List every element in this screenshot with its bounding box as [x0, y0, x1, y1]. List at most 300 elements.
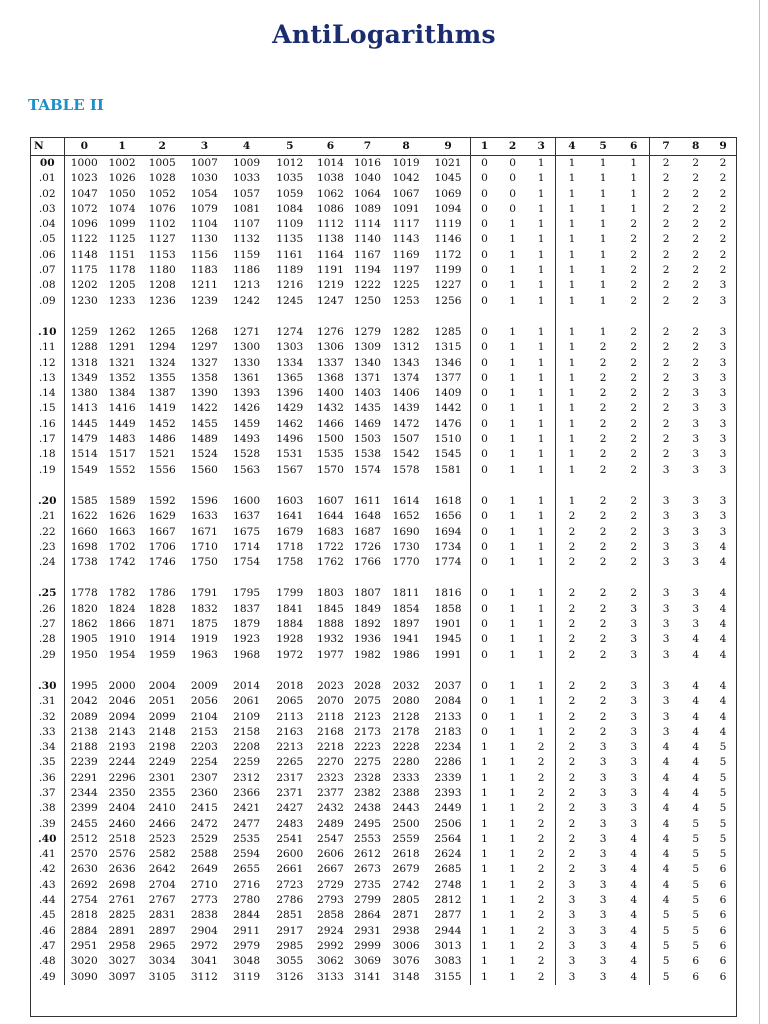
table-cell: 2: [662, 157, 670, 169]
table-cell: 3119: [233, 970, 261, 983]
table-cell: 2004: [148, 679, 176, 692]
table-cell: 1230: [70, 294, 98, 307]
table-row: [30, 340, 737, 355]
table-cell: 1: [527, 509, 556, 524]
table-cell: 2438: [354, 802, 381, 815]
table-cell: 2: [692, 325, 700, 338]
table-cell: 1: [599, 202, 607, 215]
table-cell: 1211: [190, 279, 218, 292]
table-cell: 3: [599, 756, 607, 769]
table-row: [30, 417, 737, 432]
table-row: [30, 509, 737, 524]
table-cell: 2780: [233, 894, 261, 907]
table-cell: 2153: [190, 725, 218, 738]
table-cell: 1194: [354, 264, 381, 277]
table-cell: 3: [619, 786, 650, 801]
table-cell: 1517: [108, 448, 136, 461]
table-cell: 3: [599, 863, 607, 876]
table-cell: 1: [599, 294, 607, 307]
table-cell: 1698: [70, 540, 98, 553]
table-cell: 1683: [316, 525, 344, 538]
table-cell: 1406: [392, 387, 420, 400]
table-cell: 2: [619, 509, 650, 524]
table-cell: 0: [481, 402, 488, 415]
table-cell: 3: [719, 417, 727, 430]
table-cell: 2: [619, 386, 650, 401]
table-cell: 2291: [70, 771, 98, 784]
table-cell: 1: [527, 525, 556, 540]
table-cell: 1: [568, 294, 576, 307]
table-cell: 1563: [233, 463, 261, 476]
table-cell: 4: [662, 894, 670, 907]
table-cell: 1279: [354, 325, 381, 338]
table-cell: 2328: [354, 771, 381, 784]
table-row: [30, 617, 737, 632]
table-cell: 1409: [426, 386, 470, 401]
table-cell: 1: [509, 387, 516, 400]
table-row: [30, 555, 737, 570]
table-cell: 1: [527, 371, 556, 386]
header-cell: 8: [682, 137, 709, 156]
table-cell: 3: [692, 602, 700, 615]
table-cell: 2642: [148, 863, 176, 876]
table-cell: 1758: [276, 556, 304, 569]
table-cell: 4: [619, 954, 650, 969]
table-cell: 1531: [276, 448, 304, 461]
table-cell: 4: [662, 771, 670, 784]
table-cell: 4: [719, 587, 727, 600]
table-cell: 2723: [276, 878, 304, 891]
table-cell: 1127: [148, 233, 176, 246]
table-cell: 2: [619, 340, 650, 355]
row-label: .01: [30, 171, 65, 186]
table-cell: 1064: [354, 187, 381, 200]
table-row: [30, 401, 737, 416]
table-cell: 2: [719, 233, 727, 246]
table-cell: 1346: [426, 356, 470, 371]
table-cell: 3: [568, 909, 576, 922]
table-cell: 2: [599, 387, 607, 400]
table-cell: 1652: [392, 510, 420, 523]
table-cell: 3: [719, 433, 727, 446]
table-cell: 3055: [276, 955, 304, 968]
table-cell: 3076: [392, 955, 420, 968]
table-cell: 1112: [316, 218, 344, 231]
table-cell: 2301: [148, 771, 176, 784]
row-label: .23: [30, 540, 65, 555]
header-cell: 3: [183, 137, 225, 156]
table-cell: 1549: [70, 463, 98, 476]
table-cell: 2158: [233, 725, 261, 738]
table-cell: 1: [509, 341, 516, 354]
table-cell: 1: [527, 694, 556, 709]
table-cell: 1919: [190, 633, 218, 646]
table-cell: 1762: [316, 556, 344, 569]
table-cell: 4: [619, 847, 650, 862]
table-cell: 3: [692, 448, 700, 461]
table-cell: 2104: [190, 710, 218, 723]
table-cell: 1884: [276, 618, 304, 631]
table-cell: 2: [599, 510, 607, 523]
table-cell: 1746: [148, 556, 176, 569]
table-cell: 2: [719, 202, 727, 215]
table-cell: 2: [662, 248, 670, 261]
table-cell: 1888: [316, 618, 344, 631]
table-cell: 4: [719, 695, 727, 708]
table-cell: 3105: [148, 970, 176, 983]
table-cell: 2: [568, 832, 576, 845]
table-cell: 2286: [426, 755, 470, 770]
table-cell: 1: [509, 679, 516, 692]
row-label: .15: [30, 401, 65, 416]
table-cell: 3: [692, 510, 700, 523]
table-cell: 1374: [392, 371, 420, 384]
table-cell: 3090: [70, 970, 98, 983]
table-cell: 2985: [276, 939, 304, 952]
table-cell: 2421: [233, 802, 261, 815]
table-cell: 1: [481, 832, 488, 845]
table-cell: 1: [568, 279, 576, 292]
table-cell: 2: [527, 832, 556, 847]
table-cell: 1: [568, 202, 576, 215]
row-label: .22: [30, 525, 65, 540]
table-cell: 1: [599, 279, 607, 292]
table-cell: 2075: [354, 695, 381, 708]
table-cell: 1297: [190, 341, 218, 354]
table-cell: 2818: [70, 909, 98, 922]
table-cell: 1132: [233, 233, 261, 246]
table-cell: 2203: [190, 741, 218, 754]
table-cell: 3: [662, 648, 670, 661]
table-cell: 0: [481, 157, 488, 169]
table-cell: 1932: [316, 633, 344, 646]
table-cell: 1466: [316, 417, 344, 430]
table-cell: 2143: [108, 725, 136, 738]
table-cell: 1199: [426, 263, 470, 278]
table-cell: 0: [481, 172, 488, 185]
table-row: [30, 248, 737, 263]
row-label: .14: [30, 386, 65, 401]
table-cell: 1096: [70, 218, 98, 231]
table-cell: 0: [481, 525, 488, 538]
table-cell: 1125: [108, 233, 136, 246]
table-cell: 2466: [148, 817, 176, 830]
table-cell: 2612: [354, 848, 381, 861]
table-cell: 2570: [70, 848, 98, 861]
table-cell: 2080: [392, 695, 420, 708]
table-cell: 2133: [426, 710, 470, 725]
table-cell: 2729: [316, 878, 344, 891]
table-cell: 4: [662, 863, 670, 876]
table-cell: 2: [619, 525, 650, 540]
table-cell: 1288: [70, 341, 98, 354]
table-cell: 1445: [70, 417, 98, 430]
table-cell: 0: [509, 157, 516, 169]
table-cell: 2649: [190, 863, 218, 876]
table-cell: 1578: [392, 463, 420, 476]
row-label: .33: [30, 725, 65, 740]
table-cell: 2: [527, 878, 556, 893]
table-cell: 1: [509, 602, 516, 615]
table-cell: 2: [599, 448, 607, 461]
table-cell: 2410: [148, 802, 176, 815]
table-cell: 1528: [233, 448, 261, 461]
table-row: [30, 632, 737, 647]
table-cell: 2594: [233, 848, 261, 861]
table-cell: 1213: [233, 279, 261, 292]
table-cell: 3: [719, 494, 727, 507]
table-cell: 3: [599, 802, 607, 815]
table-cell: 2: [568, 863, 576, 876]
table-cell: 3: [568, 878, 576, 891]
table-cell: 4: [692, 802, 700, 815]
table-cell: 1047: [70, 187, 98, 200]
table-cell: 1: [568, 387, 576, 400]
table-cell: 1: [509, 894, 516, 907]
table-cell: 1: [481, 924, 488, 937]
table-cell: 2138: [70, 725, 98, 738]
table-cell: 3: [619, 725, 650, 740]
table-cell: 3: [692, 494, 700, 507]
table-cell: 1081: [233, 202, 261, 215]
table-row: [30, 263, 737, 278]
table-cell: 3006: [392, 939, 420, 952]
table-cell: 1871: [148, 618, 176, 631]
header-cell: 8: [386, 137, 426, 156]
table-cell: 0: [481, 618, 488, 631]
table-cell: 1337: [316, 356, 344, 369]
table-cell: 1175: [70, 264, 98, 277]
table-cell: 4: [662, 756, 670, 769]
table-cell: 2877: [426, 908, 470, 923]
table-cell: 3: [662, 679, 670, 692]
table-cell: 1901: [426, 617, 470, 632]
table-cell: 0: [481, 463, 488, 476]
table-cell: 4: [662, 786, 670, 799]
table-row: [30, 586, 737, 601]
table-cell: 1: [568, 417, 576, 430]
table-cell: 1: [599, 218, 607, 231]
table-cell: 2: [662, 264, 670, 277]
table-cell: 2178: [392, 725, 420, 738]
table-cell: 2: [568, 817, 576, 830]
table-cell: 2: [619, 371, 650, 386]
table-cell: 1285: [426, 325, 470, 340]
table-cell: 2844: [233, 909, 261, 922]
table-cell: 2366: [233, 786, 261, 799]
table-cell: 2: [599, 402, 607, 415]
table-cell: 2023: [316, 679, 344, 692]
table-cell: 5: [692, 832, 700, 845]
table-cell: 1245: [276, 294, 304, 307]
table-cell: 1: [481, 756, 488, 769]
table-cell: 3: [568, 955, 576, 968]
table-cell: 3: [619, 648, 650, 663]
table-cell: 1: [481, 970, 488, 983]
table-cell: 1: [527, 632, 556, 647]
table-cell: 2: [599, 525, 607, 538]
table-cell: 0: [481, 371, 488, 384]
table-cell: 1164: [316, 248, 344, 261]
table-cell: 2: [568, 725, 576, 738]
table-cell: 4: [692, 648, 700, 661]
table-cell: 1: [509, 695, 516, 708]
table-cell: 1633: [190, 510, 218, 523]
table-cell: 0: [481, 679, 488, 692]
table-cell: 2: [568, 786, 576, 799]
table-cell: 2: [692, 157, 700, 169]
row-label: .17: [30, 432, 65, 447]
table-cell: 3141: [354, 970, 381, 983]
table-cell: 5: [719, 741, 727, 754]
table-cell: 1671: [190, 525, 218, 538]
table-row: [30, 740, 737, 755]
table-cell: 1: [527, 447, 556, 462]
table-cell: 2917: [276, 924, 304, 937]
table-cell: 1694: [426, 525, 470, 540]
table-cell: 1706: [148, 540, 176, 553]
table-cell: 2541: [276, 832, 304, 845]
table-cell: 1462: [276, 417, 304, 430]
table-cell: 1371: [354, 371, 381, 384]
table-cell: 6: [719, 939, 727, 952]
table-cell: 3: [568, 924, 576, 937]
table-cell: 2: [662, 371, 670, 384]
table-cell: 1803: [316, 587, 344, 600]
table-cell: 1607: [316, 494, 344, 507]
header-row: [30, 137, 737, 156]
table-cell: 3: [719, 463, 727, 476]
table-cell: 2037: [426, 679, 470, 694]
table-cell: 1358: [190, 371, 218, 384]
table-cell: 2: [719, 157, 727, 169]
table-cell: 0: [481, 725, 488, 738]
table-cell: 3: [599, 817, 607, 830]
table-cell: 1521: [148, 448, 176, 461]
table-cell: 0: [481, 494, 488, 507]
table-cell: 1161: [276, 248, 304, 261]
table-cell: 1159: [233, 248, 261, 261]
row-label: .40: [30, 832, 65, 847]
table-cell: 1343: [392, 356, 420, 369]
table-cell: 3: [599, 848, 607, 861]
table-cell: 3: [719, 387, 727, 400]
table-row: [30, 156, 737, 172]
table-cell: 1222: [354, 279, 381, 292]
table-cell: 1679: [276, 525, 304, 538]
table-cell: 2911: [233, 924, 261, 937]
table-cell: 2529: [190, 832, 218, 845]
table-cell: 1: [527, 401, 556, 416]
table-cell: 1330: [233, 356, 261, 369]
row-label: .26: [30, 602, 65, 617]
row-label: .38: [30, 801, 65, 816]
table-cell: 1114: [354, 218, 381, 231]
table-cell: 4: [692, 756, 700, 769]
table-cell: 2606: [316, 848, 344, 861]
table-cell: 2: [662, 233, 670, 246]
table-cell: 5: [662, 924, 670, 937]
table-cell: 2: [568, 540, 576, 553]
row-label: .13: [30, 371, 65, 386]
table-cell: 1: [509, 279, 516, 292]
table-cell: 1: [509, 924, 516, 937]
table-cell: 1611: [354, 494, 381, 507]
table-cell: 3: [619, 817, 650, 832]
table-cell: 2: [568, 695, 576, 708]
table-cell: 1690: [392, 525, 420, 538]
table-cell: 1714: [233, 540, 261, 553]
table-cell: 2965: [148, 939, 176, 952]
table-cell: 1510: [426, 432, 470, 447]
row-label: .39: [30, 817, 65, 832]
table-cell: 2: [662, 433, 670, 446]
table-cell: 1: [527, 263, 556, 278]
table-cell: 1469: [354, 417, 381, 430]
header-cell: 6: [312, 137, 349, 156]
row-label: .19: [30, 463, 65, 478]
table-cell: 5: [692, 894, 700, 907]
table-cell: 1: [509, 817, 516, 830]
table-cell: 2094: [108, 710, 136, 723]
table-cell: 3: [719, 341, 727, 354]
table-cell: 2773: [190, 894, 218, 907]
table-cell: 1143: [392, 233, 420, 246]
table-cell: 3: [619, 771, 650, 786]
table-cell: 1: [509, 218, 516, 231]
table-cell: 1067: [392, 187, 420, 200]
row-label: .09: [30, 294, 65, 309]
table-cell: 1091: [392, 202, 420, 215]
table-row: [30, 432, 737, 447]
table-cell: 0: [481, 341, 488, 354]
table-row: [30, 970, 737, 985]
table-cell: 1: [568, 463, 576, 476]
table-cell: 0: [481, 187, 488, 200]
table-cell: 3: [568, 939, 576, 952]
table-cell: 2512: [70, 832, 98, 845]
table-cell: 1: [599, 248, 607, 261]
table-cell: 2748: [426, 878, 470, 893]
table-cell: 0: [481, 264, 488, 277]
table-cell: 2: [527, 786, 556, 801]
row-label: .11: [30, 340, 65, 355]
table-cell: 3: [599, 924, 607, 937]
table-cell: 2312: [233, 771, 261, 784]
table-cell: 3: [568, 970, 576, 983]
table-cell: 1: [509, 248, 516, 261]
table-cell: 1268: [190, 325, 218, 338]
table-cell: 1: [568, 157, 576, 169]
table-cell: 0: [481, 448, 488, 461]
table-cell: 3: [662, 602, 670, 615]
table-cell: 4: [692, 771, 700, 784]
table-cell: 2: [568, 633, 576, 646]
table-cell: 1589: [108, 494, 136, 507]
row-label: .48: [30, 954, 65, 969]
table-cell: 3: [692, 587, 700, 600]
table-cell: 1603: [276, 494, 304, 507]
table-cell: 4: [619, 939, 650, 954]
row-label: .07: [30, 263, 65, 278]
table-cell: 2: [619, 463, 650, 478]
row-label: .43: [30, 878, 65, 893]
table-cell: 1507: [392, 433, 420, 446]
table-cell: 1416: [108, 402, 136, 415]
table-cell: 1: [568, 218, 576, 231]
table-cell: 1897: [392, 618, 420, 631]
table-cell: 6: [719, 970, 727, 983]
